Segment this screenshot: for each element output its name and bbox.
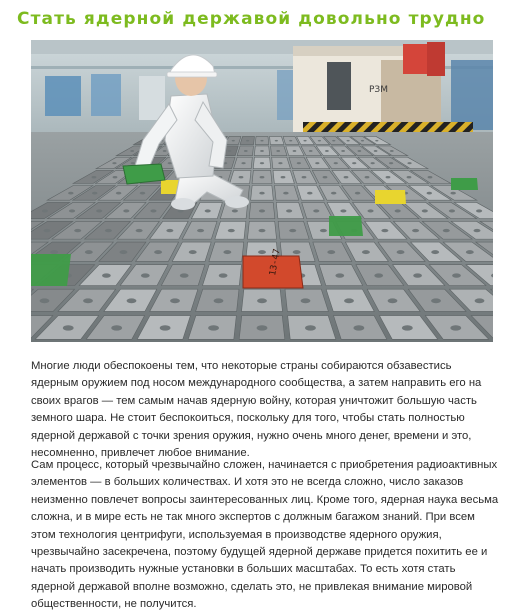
- plate-hole: [42, 209, 48, 212]
- plate-hole: [113, 176, 118, 178]
- plate-hole: [127, 298, 137, 303]
- plate-hole: [197, 229, 204, 232]
- plate-hole: [352, 162, 356, 164]
- plate-hole: [443, 229, 450, 232]
- plate-hole: [427, 192, 432, 195]
- plate-hole: [74, 229, 81, 232]
- plate-hole: [150, 209, 156, 212]
- plate-hole: [331, 192, 336, 195]
- plate-hole: [131, 162, 135, 164]
- plate-hole: [325, 150, 329, 152]
- plate-hole: [83, 298, 93, 303]
- plate-hole: [346, 140, 349, 142]
- plate-hole: [163, 150, 167, 152]
- plate-hole: [449, 209, 455, 212]
- plate-hole: [474, 229, 481, 232]
- plate-hole: [136, 229, 143, 232]
- plate-hole: [168, 162, 172, 164]
- plate-hole: [358, 150, 362, 152]
- plate-hole: [367, 209, 373, 212]
- plate-hole: [344, 298, 354, 303]
- plate-hole: [334, 162, 338, 164]
- article-paragraph-1: Многие люди обеспокоены тем, что некоторые страны собираются обзавестись ядерным оружием под носом международного сообщества, а затем направить его на своих врагов — тем самым начав ядерную войну, которая уничтожит большую часть земного шара. Не стоит беспокоиться, поскольку для того, чтобы стать полностью ядерной державой с точки зрения оружия, нужно очень много денег, времени и это, несомненно, привлечет любое внимание.: [31, 360, 482, 460]
- plate-hole: [475, 298, 485, 303]
- plate-hole: [302, 176, 307, 178]
- plate-hole: [259, 229, 266, 232]
- plate-hole: [344, 176, 349, 178]
- plate-hole: [40, 298, 50, 303]
- plate-hole: [260, 150, 264, 152]
- plate-hole: [223, 250, 231, 254]
- reactor-hall-illustration: [31, 40, 493, 342]
- plate-hole: [92, 192, 97, 195]
- article-paragraph-2: Сам процесс, который чрезвычайно сложен, начинается с приобретения радиоактивных элементов — в больших количествах. И хотя это не всегда сложно, число заказов неизменно повлечет вопросы заинтересованных лиц. Кроме того, ядерная наука весьма сложна, и в мире есть не так много экспертов с должным багажом знаний. При всем этом технология центрифуги, используемая в производстве ядерного оружия, чрезвычайно засекречена, поэтому будущей ядерной державе придется похитить ее и начать производить нужные установки в больших масштабах. То есть хотя стать ядерной державой вполне возможно, сделать это, не привлекая внимание мировой общественности, не получится.: [31, 459, 499, 611]
- plate-hole: [130, 150, 134, 152]
- plate-hole: [257, 298, 267, 303]
- plate-hole: [320, 229, 327, 232]
- plate-hole: [353, 325, 364, 330]
- plate-hole: [365, 176, 370, 178]
- plate-hole: [301, 298, 311, 303]
- plate-hole: [340, 209, 346, 212]
- plate-hole: [389, 162, 393, 164]
- plate-hole: [120, 250, 128, 254]
- plate-hole: [388, 298, 398, 303]
- plate-hole: [260, 176, 265, 178]
- plate-hole: [180, 273, 189, 277]
- plate-hole: [313, 209, 319, 212]
- plate-hole: [244, 150, 248, 152]
- plate-hole: [323, 176, 328, 178]
- plate-hole: [428, 176, 433, 178]
- plate-hole: [402, 325, 413, 330]
- plate-hole: [303, 140, 306, 142]
- plate-hole: [431, 250, 439, 254]
- plate-hole: [228, 150, 232, 152]
- plate-hole: [259, 209, 265, 212]
- plate-hole: [105, 229, 112, 232]
- plate-hole: [362, 250, 370, 254]
- plate-hole: [431, 298, 441, 303]
- fuel-channel-plates: [31, 136, 493, 339]
- plate-hole: [276, 150, 280, 152]
- machine-stamp: РЗМ: [369, 85, 388, 95]
- plate-hole: [327, 250, 335, 254]
- plate-hole: [232, 209, 238, 212]
- plate-hole: [239, 176, 244, 178]
- plate-hole: [92, 176, 97, 178]
- plate-hole: [476, 209, 482, 212]
- plate-hole: [361, 140, 364, 142]
- plate-hole: [208, 325, 219, 330]
- plate-hole: [283, 192, 288, 195]
- plate-hole: [69, 209, 75, 212]
- plate-hole: [260, 162, 264, 164]
- plate-hole: [141, 273, 150, 277]
- plate-hole: [259, 192, 264, 195]
- plate-hole: [381, 229, 388, 232]
- plate-hole: [407, 162, 411, 164]
- plate-hole: [116, 192, 121, 195]
- plate-hole: [102, 273, 111, 277]
- plate-hole: [374, 273, 383, 277]
- plate-hole: [257, 325, 268, 330]
- plate-hole: [315, 162, 319, 164]
- plate-hole: [386, 176, 391, 178]
- plate-hole: [375, 140, 378, 142]
- plate-hole: [289, 140, 292, 142]
- plate-hole: [407, 176, 412, 178]
- plate-hole: [160, 325, 171, 330]
- plate-hole: [293, 250, 301, 254]
- plate-hole: [111, 325, 122, 330]
- plate-hole: [286, 209, 292, 212]
- plate-hole: [390, 150, 394, 152]
- plate-hole: [189, 250, 197, 254]
- plate-hole: [450, 325, 461, 330]
- plate-hole: [355, 192, 360, 195]
- plate-hole: [397, 250, 405, 254]
- plate-hole: [450, 192, 455, 195]
- plate-hole: [50, 250, 58, 254]
- plate-hole: [170, 298, 180, 303]
- plate-hole: [307, 192, 312, 195]
- plate-hole: [466, 250, 474, 254]
- plate-hole: [341, 150, 345, 152]
- plate-hole: [260, 140, 263, 142]
- plate-hole: [241, 162, 245, 164]
- plate-hole: [452, 273, 461, 277]
- plate-hole: [395, 209, 401, 212]
- plate-hole: [219, 273, 228, 277]
- plate-hole: [112, 162, 116, 164]
- plate-hole: [332, 140, 335, 142]
- plate-hole: [140, 192, 145, 195]
- plate-hole: [63, 325, 74, 330]
- plate-hole: [335, 273, 344, 277]
- plate-hole: [166, 229, 173, 232]
- plate-hole: [228, 229, 235, 232]
- reactor-hall-photo: [31, 40, 493, 342]
- article-title: Стать ядерной державой довольно трудно: [17, 9, 486, 29]
- plate-hole: [246, 140, 249, 142]
- plate-hole: [371, 162, 375, 164]
- plate-hole: [275, 140, 278, 142]
- plate-hole: [305, 325, 316, 330]
- plate-hole: [278, 162, 282, 164]
- plate-hole: [44, 229, 51, 232]
- plate-hole: [374, 150, 378, 152]
- plate-hole: [293, 150, 297, 152]
- plate-hole: [413, 273, 422, 277]
- plate-hole: [258, 250, 266, 254]
- plate-hole: [309, 150, 313, 152]
- plate-hole: [85, 250, 93, 254]
- plate-hole: [123, 209, 129, 212]
- plate-hole: [96, 209, 102, 212]
- plate-hole: [318, 140, 321, 142]
- plate-hole: [68, 192, 73, 195]
- plate-hole: [412, 229, 419, 232]
- plate-hole: [154, 250, 162, 254]
- plate-hole: [422, 209, 428, 212]
- plate-hole: [214, 298, 224, 303]
- plate-code: 13-47: [268, 248, 283, 277]
- plate-hole: [205, 209, 211, 212]
- plate-hole: [297, 162, 301, 164]
- plate-hole: [232, 140, 235, 142]
- plate-hole: [289, 229, 296, 232]
- plate-hole: [281, 176, 286, 178]
